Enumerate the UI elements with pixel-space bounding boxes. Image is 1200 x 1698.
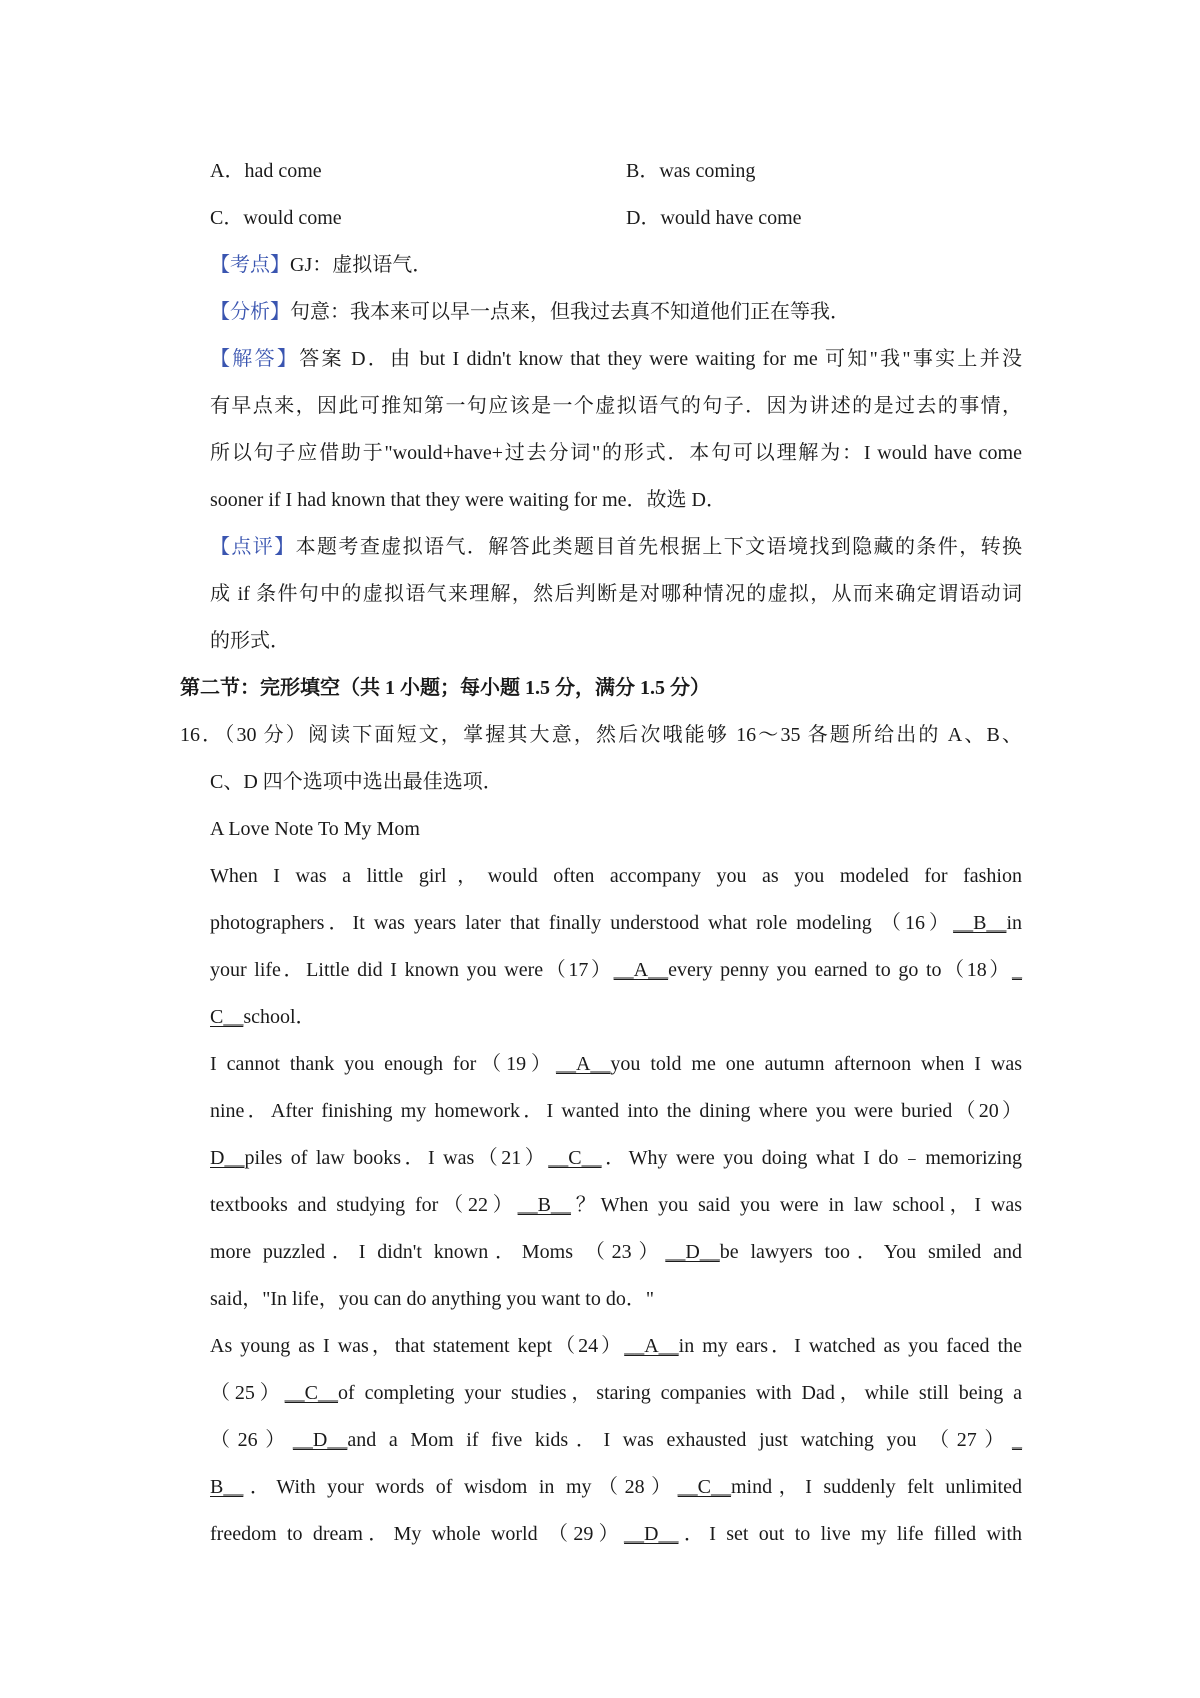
jieda-line-2: 有早点来，因此可推知第一句应该是一个虚拟语气的句子．因为讲述的是过去的事情， (210, 395, 1022, 417)
answer-blank-22: __B__ (517, 1194, 571, 1216)
text-segment: ．I set out to live my life filled with (678, 1523, 1023, 1545)
text-segment: ．Why were you doing what I do﹣memorizing (601, 1147, 1023, 1169)
passage-p2-line-2: nine．After finishing my homework．I wanted into the dining where you were buried（20） (210, 1100, 1022, 1122)
text-segment: piles of law books．I was（21） (244, 1147, 549, 1169)
passage-p3-line-4 (210, 1472, 1022, 1502)
option-a: A．had come (210, 160, 322, 182)
passage-p2-line-3 (210, 1143, 1022, 1173)
answer-blank-25: __C__ (284, 1382, 339, 1404)
jieda-line-1 (210, 344, 1022, 374)
section-heading: 第二节：完形填空（共 1 小题；每小题 1.5 分，满分 1.5 分） (180, 677, 710, 699)
text-segment: more puzzled．I didn't known．Moms （23） (210, 1241, 666, 1263)
answer-blank-21: __C__ (548, 1147, 602, 1169)
passage-p1-line-4 (210, 1002, 1022, 1032)
answer-blank-26: __D__ (292, 1429, 348, 1451)
fenxi-tag: 【分析】 (210, 301, 290, 323)
dianping-line-3: 的形式． (210, 630, 290, 652)
text-segment: （26） (210, 1429, 293, 1451)
text-segment: in (1006, 912, 1022, 934)
passage-p3-line-2 (210, 1378, 1022, 1408)
fenxi-text: 句意：我本来可以早一点来，但我过去真不知道他们正在等我． (290, 301, 850, 323)
text-segment: be lawyers too．You smiled and (719, 1241, 1022, 1263)
passage-p2-line-5 (210, 1237, 1022, 1267)
dianping-text-1: 本题考查虚拟语气．解答此类题目首先根据上下文语境找到隐藏的条件，转换 (295, 536, 1023, 558)
passage-p2-line-6: said，"In life，you can do anything you want to do．" (210, 1288, 655, 1310)
jieda-tag: 【解答】 (210, 348, 300, 370)
text-segment: your life．Little did I known you were（17） (210, 959, 614, 981)
answer-blank-27: B__ (210, 1476, 244, 1498)
jieda-text-1: 答案 D．由 but I didn't know that they were waiting for me 可知"我"事实上并没 (299, 348, 1022, 370)
text-segment: freedom to dream．My whole world （29） (210, 1523, 625, 1545)
fenxi-line (210, 297, 1022, 327)
question-line-1: 16．（30 分）阅读下面短文，掌握其大意，然后次哦能够 16～35 各题所给出的 A、B、 (180, 724, 1022, 746)
text-segment: （25） (210, 1382, 285, 1404)
text-segment: school． (243, 1006, 316, 1028)
passage-p3-line-3 (210, 1425, 1022, 1455)
kaodian-text: GJ：虚拟语气． (290, 254, 433, 276)
option-b: B．was coming (626, 160, 756, 182)
passage-title: A Love Note To My Mom (210, 818, 420, 840)
dianping-line-2: 成 if 条件句中的虚拟语气来理解，然后判断是对哪种情况的虚拟，从而来确定谓语动词 (210, 583, 1022, 605)
text-segment: you told me one autumn afternoon when I was (610, 1053, 1022, 1075)
dianping-tag: 【点评】 (210, 536, 296, 558)
answer-blank-17: __A__ (613, 959, 669, 981)
blank-start-18: _ (1012, 959, 1022, 981)
answer-blank-20: D__ (210, 1147, 245, 1169)
jieda-line-3: 所以句子应借助于"would+have+过去分词"的形式．本句可以理解为：I would have come (210, 442, 1022, 464)
jieda-line-4: sooner if I had known that they were waiting for me．故选 D． (210, 489, 726, 511)
text-segment: textbooks and studying for（22） (210, 1194, 518, 1216)
answer-blank-23: __D__ (665, 1241, 720, 1263)
passage-p2-line-1 (210, 1049, 1022, 1079)
passage-p3-line-1 (210, 1331, 1022, 1361)
answer-blank-16: __B__ (953, 912, 1007, 934)
text-segment: every penny you earned to go to（18） (668, 959, 1012, 981)
answer-blank-19: __A__ (555, 1053, 611, 1075)
passage-p3-line-5 (210, 1519, 1022, 1549)
text-segment: and a Mom if five kids．I was exhausted just watching you （27） (347, 1429, 1013, 1451)
kaodian-tag: 【考点】 (210, 254, 290, 276)
answer-blank-24: __A__ (624, 1335, 679, 1357)
option-d: D．would have come (626, 207, 802, 229)
answer-blank-28: __C__ (677, 1476, 731, 1498)
text-segment: mind，I suddenly felt unlimited (731, 1476, 1022, 1498)
text-segment: I cannot thank you enough for（19） (210, 1053, 556, 1075)
option-c: C．would come (210, 207, 342, 229)
kaodian-line (210, 250, 1022, 280)
text-segment: ？When you said you were in law school，I was (570, 1194, 1022, 1216)
passage-p1-line-3 (210, 955, 1022, 985)
answer-blank-18: C__ (210, 1006, 244, 1028)
text-segment: photographers．It was years later that finally understood what role modeling （16） (210, 912, 954, 934)
text-segment: ．With your words of wisdom in my（28） (243, 1476, 678, 1498)
dianping-line-1 (210, 532, 1022, 562)
answer-blank-29: __D__ (624, 1523, 679, 1545)
question-line-2: C、D 四个选项中选出最佳选项． (210, 771, 503, 793)
text-segment: As young as I was，that statement kept（24） (210, 1335, 625, 1357)
passage-p2-line-4 (210, 1190, 1022, 1220)
text-segment: of completing your studies，staring companies with Dad，while still being a (338, 1382, 1023, 1404)
passage-p1-line-1: When I was a little girl，would often accompany you as you modeled for fashion (210, 865, 1022, 887)
passage-p1-line-2 (210, 908, 1022, 938)
blank-start-27: _ (1012, 1429, 1023, 1451)
text-segment: in my ears．I watched as you faced the (678, 1335, 1022, 1357)
